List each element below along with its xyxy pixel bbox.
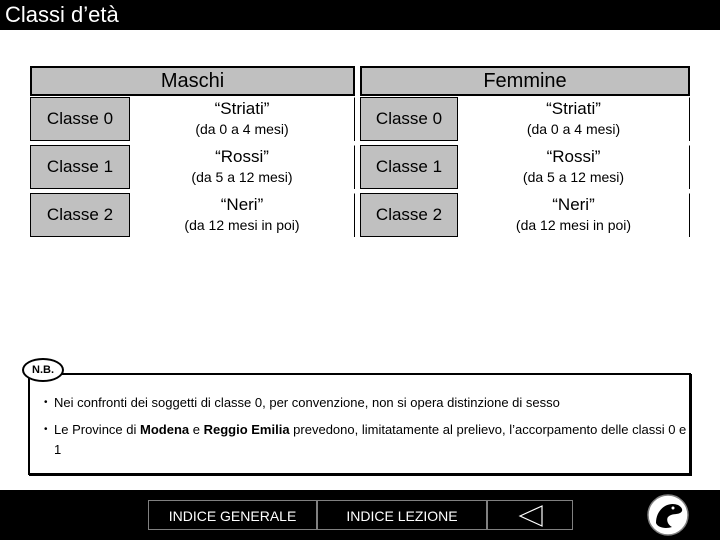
male-class-1-description bbox=[130, 145, 355, 189]
page-title: Classi d’età bbox=[5, 2, 119, 27]
male-class-2-description bbox=[130, 193, 355, 237]
title-bar bbox=[0, 0, 720, 30]
male-class-2-cell: Classe 2 bbox=[30, 193, 130, 237]
class-age-range: (da 5 a 12 mesi) bbox=[522, 169, 625, 185]
male-class-0-cell: Classe 0 bbox=[30, 97, 130, 141]
bullet-icon: • bbox=[44, 424, 48, 435]
note-text: Nei confronti dei soggetti di classe 0, per convenzione, non si opera distinzione di sesso bbox=[54, 395, 560, 410]
class-name: “Rossi” bbox=[215, 147, 269, 166]
male-class-0-description bbox=[130, 97, 355, 141]
note-text-suffix: prevedono, limitatamente al prelievo, l’accorpamento delle classi 0 e 1 bbox=[54, 422, 687, 457]
note-item-1 bbox=[44, 393, 694, 413]
class-age-range: (da 12 mesi in poi) bbox=[515, 217, 632, 233]
male-class-1-cell: Classe 1 bbox=[30, 145, 130, 189]
class-name: “Neri” bbox=[552, 195, 595, 214]
lesson-index-button[interactable]: INDICE LEZIONE bbox=[317, 500, 487, 530]
female-class-2-cell: Classe 2 bbox=[360, 193, 458, 237]
class-name: “Neri” bbox=[220, 195, 264, 214]
male-header: Maschi bbox=[30, 66, 355, 96]
logo-graphic bbox=[646, 493, 690, 537]
female-class-0-cell: Classe 0 bbox=[360, 97, 458, 141]
class-age-range: (da 0 a 4 mesi) bbox=[195, 121, 289, 137]
female-class-0-description bbox=[458, 97, 690, 141]
nb-badge: N.B. bbox=[22, 358, 64, 382]
female-class-1-description bbox=[458, 145, 690, 189]
female-class-1-cell: Classe 1 bbox=[360, 145, 458, 189]
class-name: “Rossi” bbox=[546, 147, 601, 166]
general-index-button[interactable]: INDICE GENERALE bbox=[148, 500, 317, 530]
bird-head-logo-icon[interactable] bbox=[646, 493, 690, 537]
class-age-range: (da 0 a 4 mesi) bbox=[526, 121, 621, 137]
triangle-left-icon bbox=[488, 501, 574, 531]
female-header: Femmine bbox=[360, 66, 690, 96]
class-name: “Striati” bbox=[214, 99, 270, 118]
class-age-range: (da 5 a 12 mesi) bbox=[191, 169, 293, 185]
note-item-2 bbox=[44, 420, 694, 460]
note-text-prefix: Le Province di bbox=[54, 422, 140, 437]
note-province-modena: Modena bbox=[140, 422, 190, 437]
female-class-2-description bbox=[458, 193, 690, 237]
class-age-range: (da 12 mesi in poi) bbox=[184, 217, 300, 233]
bullet-icon: • bbox=[44, 397, 48, 408]
notes-box bbox=[28, 373, 691, 475]
class-name: “Striati” bbox=[546, 99, 601, 118]
back-button[interactable] bbox=[487, 500, 573, 530]
note-province-reggio-emilia: Reggio Emilia bbox=[203, 422, 290, 437]
note-text-mid: e bbox=[189, 422, 204, 437]
